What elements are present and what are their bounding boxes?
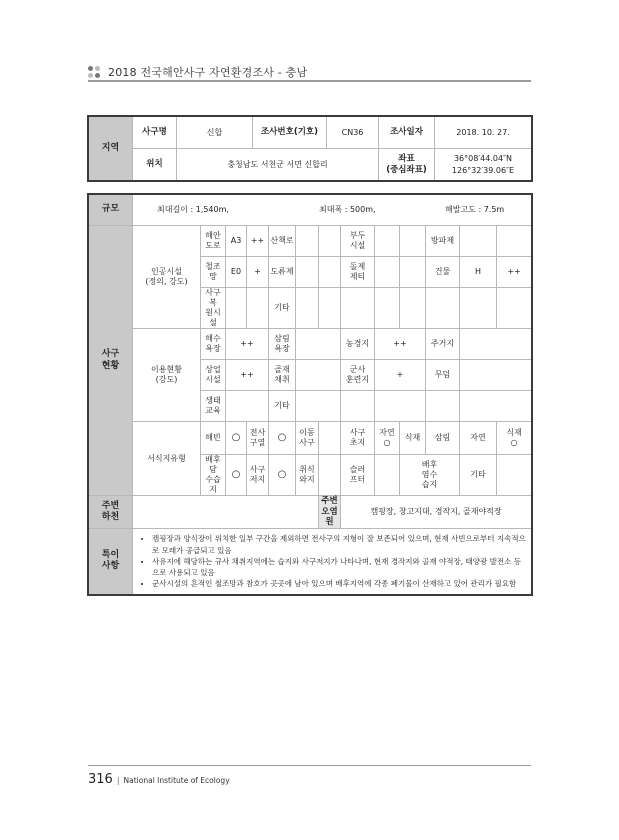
habitat-cell: ○ [226,455,247,496]
artificial-cell [460,226,497,257]
dune-name-label: 사구명 [133,117,177,149]
remarks-item: • 사유지에 해당하는 규사 채취지역에는 습지와 사구저지가 나타나며, 현재 경작지와 골재 야적장, 태양광 발전소 등으로 사용되고 있음 [152,556,526,579]
usage-cell: ++ [226,360,269,391]
usage-cell: 무덤 [426,360,460,391]
artificial-cell [426,288,460,329]
artificial-cell [375,288,400,329]
remarks-item: • 군사시설의 흔적인 철조망과 참호가 곳곳에 남아 있으며 배후지역에 각종 폐기물이 산재하고 있어 관리가 필요함 [152,578,526,589]
artificial-cell: ++ [247,226,269,257]
region-label: 지역 [89,117,133,181]
habitat-cell: 기타 [460,455,497,496]
artificial-cell: 돌제 제티 [341,257,375,288]
artificial-cell: 철조망 [201,257,226,288]
artificial-cell [319,226,341,257]
header-rule [88,80,531,82]
artificial-cell: 사구복 원시설 [201,288,226,329]
habitat-cell [319,455,341,496]
artificial-cell: ++ [497,257,532,288]
artificial-cell [247,288,269,329]
survey-date-label: 조사일자 [379,117,435,149]
usage-cell: ++ [375,329,426,360]
usage-cell: 주거지 [426,329,460,360]
latitude: 36°08′44.04″N [453,153,513,163]
habitat-cell: 취식 와지 [296,455,319,496]
artificial-cell [226,288,247,329]
artificial-cell [319,257,341,288]
usage-cell: 골재 채취 [269,360,296,391]
usage-cell [375,391,426,422]
bullet-dots-icon [88,66,100,78]
usage-cell [460,391,532,422]
habitat-label: 서식지유형 [133,422,201,496]
river-value [133,496,319,529]
habitat-cell: 슬러 프터 [341,455,375,496]
artificial-cell: 방파제 [426,226,460,257]
elevation: 해발고도 : 7.5m [445,205,505,214]
river-label: 주변 하천 [89,496,133,529]
scale-values [133,195,532,226]
habitat-cell: 사구 초지 [341,422,375,455]
coordinates [435,149,532,181]
location-label: 위치 [133,149,177,181]
habitat-cell: ○ [269,422,296,455]
usage-cell [296,329,341,360]
usage-cell: 군사 훈련지 [341,360,375,391]
usage-cell: ++ [226,329,269,360]
artificial-cell [460,288,497,329]
survey-date: 2018. 10. 27. [435,117,532,149]
usage-cell: 상업 시설 [201,360,226,391]
artificial-cell [400,226,426,257]
artificial-cell [375,226,400,257]
artificial-cell: H [460,257,497,288]
artificial-cell [497,226,532,257]
habitat-cell: 이동 사구 [296,422,319,455]
habitat-cell [497,455,532,496]
usage-label: 이용현황 (강도) [133,329,201,422]
usage-cell [226,391,269,422]
usage-cell: 농경지 [341,329,375,360]
usage-cell: + [375,360,426,391]
artificial-label: 인공시설 (정의, 강도) [133,226,201,329]
usage-cell [296,360,341,391]
status-label: 사구 현황 [89,226,133,496]
footer-rule [88,765,531,766]
dune-name: 신합 [177,117,253,149]
page-number: 316 [88,772,113,787]
artificial-cell: 건물 [426,257,460,288]
habitat-cell: 자연 [460,422,497,455]
habitat-cell: 배후 염수 습지 [400,455,460,496]
remarks-list [134,533,530,589]
artificial-cell [375,257,400,288]
scale-label: 규모 [89,195,133,226]
habitat-cell: 식재 ○ [497,422,532,455]
artificial-cell: 부두 시설 [341,226,375,257]
survey-no: CN36 [327,117,379,149]
habitat-cell: 해빈 [201,422,226,455]
artificial-cell [400,288,426,329]
survey-no-label: 조사번호(기호) [253,117,327,149]
artificial-cell: 산책로 [269,226,296,257]
info-table [88,116,532,181]
artificial-cell [341,288,375,329]
artificial-cell [319,288,341,329]
max-width: 최대폭 : 500m, [319,205,376,214]
location: 충청남도 서천군 서면 신합리 [177,149,379,181]
artificial-cell: + [247,257,269,288]
usage-cell [341,391,375,422]
artificial-cell: E0 [226,257,247,288]
artificial-cell [296,257,319,288]
usage-cell [460,360,532,391]
habitat-cell: 삼림 [426,422,460,455]
longitude: 126°32′39.06″E [451,165,515,175]
usage-cell: 생태 교육 [201,391,226,422]
artificial-cell: 해안 도로 [201,226,226,257]
pollution-value: 캠핑장, 창고지대, 경작지, 골재야적장 [341,496,532,529]
habitat-cell: 전사 구열 [247,422,269,455]
habitat-cell [375,455,400,496]
usage-cell [296,391,341,422]
habitat-cell: ○ [226,422,247,455]
max-length: 최대길이 : 1,540m, [157,205,229,214]
artificial-cell [296,226,319,257]
coord-label: 좌표 (중심좌표) [379,149,435,181]
remarks-content [133,528,532,594]
usage-cell: 삼림 욕장 [269,329,296,360]
usage-cell: 해수 욕장 [201,329,226,360]
survey-table [88,194,532,595]
artificial-cell: 도류제 [269,257,296,288]
habitat-cell: 자연 ○ [375,422,400,455]
remarks-item: • 캠핑장과 양식장이 위치한 일부 구간을 제외하면 전사구의 지형이 잘 보존되어 있으며, 현재 사빈으로부터 지속적으로 모래가 공급되고 있음 [152,533,526,556]
habitat-cell: 배후담 수습지 [201,455,226,496]
habitat-cell: 식재 [400,422,426,455]
usage-cell: 기타 [269,391,296,422]
artificial-cell: 기타 [269,288,296,329]
remarks-label: 특이 사항 [89,528,133,594]
footer-organization: National Institute of Ecology [123,776,230,785]
habitat-cell [319,422,341,455]
pollution-label: 주변 오염원 [319,496,341,529]
habitat-cell: 사구 저지 [247,455,269,496]
artificial-cell [400,257,426,288]
running-header [88,64,307,80]
footer-separator: | [116,776,120,785]
habitat-cell: ○ [269,455,296,496]
page-footer [88,772,230,787]
artificial-cell [296,288,319,329]
header-title: 2018 전국해안사구 자연환경조사 - 충남 [108,66,308,79]
usage-cell [426,391,460,422]
artificial-cell [497,288,532,329]
usage-cell [460,329,532,360]
artificial-cell: A3 [226,226,247,257]
